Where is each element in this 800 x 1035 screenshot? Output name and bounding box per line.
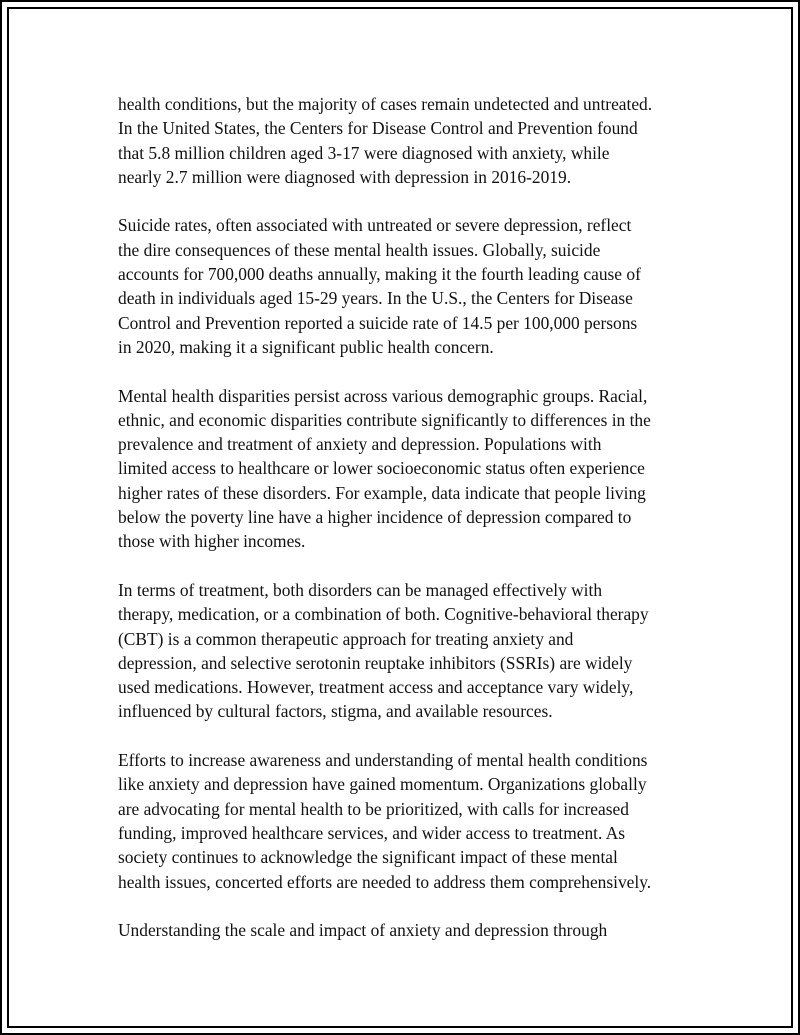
document-body (118, 92, 698, 942)
text-line: health conditions, but the majority of cases remain undetected and untreated. (118, 94, 653, 114)
text-line: therapy, medication, or a combination of both. Cognitive-behavioral therapy (118, 604, 649, 625)
text-line: health issues, concerted efforts are needed to address them comprehensively. (118, 871, 652, 892)
paragraph (118, 213, 698, 359)
text-line: (CBT) is a common therapeutic approach for treating anxiety and (118, 628, 574, 649)
paragraph (118, 918, 698, 942)
text-line: funding, improved healthcare services, and wider access to treatment. As (118, 822, 626, 843)
text-line: are advocating for mental health to be prioritized, with calls for increased (118, 798, 629, 819)
text-line: like anxiety and depression have gained momentum. Organizations globally (118, 774, 647, 795)
paragraph (118, 578, 698, 724)
text-line: higher rates of these disorders. For example, data indicate that people living (118, 482, 646, 503)
paragraph-gap (118, 724, 698, 748)
text-line: death in individuals aged 15-29 years. In the U.S., the Centers for Disease (118, 288, 633, 309)
paragraph (118, 384, 698, 554)
paragraph-gap (118, 359, 698, 383)
text-line: Mental health disparities persist across various demographic groups. Racial, (118, 385, 648, 406)
text-line: used medications. However, treatment access and acceptance vary widely, (118, 677, 634, 698)
text-line: society continues to acknowledge the significant impact of these mental (118, 847, 618, 868)
text-line: prevalence and treatment of anxiety and depression. Populations with (118, 434, 602, 455)
text-line: that 5.8 million children aged 3-17 were diagnosed with anxiety, while (118, 142, 610, 163)
paragraph-gap (118, 189, 698, 213)
text-line: Suicide rates, often associated with untreated or severe depression, reflect (118, 215, 632, 236)
text-line: ethnic, and economic disparities contribute significantly to differences in the (118, 409, 651, 430)
text-line: in 2020, making it a significant public health concern. (118, 336, 494, 357)
text-line: depression, and selective serotonin reuptake inhibitors (SSRIs) are widely (118, 652, 633, 673)
paragraph-gap (118, 554, 698, 578)
text-line: the dire consequences of these mental health issues. Globally, suicide (118, 239, 601, 260)
paragraph (118, 92, 698, 189)
text-line: influenced by cultural factors, stigma, and available resources. (118, 701, 553, 722)
text-line: accounts for 700,000 deaths annually, making it the fourth leading cause of (118, 264, 641, 285)
text-line: In the United States, the Centers for Disease Control and Prevention found (118, 118, 638, 139)
text-line: limited access to healthcare or lower socioeconomic status often experience (118, 458, 645, 479)
text-line: below the poverty line have a higher incidence of depression compared to (118, 507, 632, 528)
text-line: Control and Prevention reported a suicide rate of 14.5 per 100,000 persons (118, 312, 638, 333)
text-line: Efforts to increase awareness and understanding of mental health conditions (118, 750, 648, 771)
paragraph-gap (118, 894, 698, 918)
paragraph (118, 748, 698, 894)
text-line: Understanding the scale and impact of anxiety and depression through (118, 920, 608, 941)
text-line: In terms of treatment, both disorders can be managed effectively with (118, 579, 603, 600)
text-line: nearly 2.7 million were diagnosed with depression in 2016-2019. (118, 166, 572, 187)
text-line: those with higher incomes. (118, 531, 306, 552)
